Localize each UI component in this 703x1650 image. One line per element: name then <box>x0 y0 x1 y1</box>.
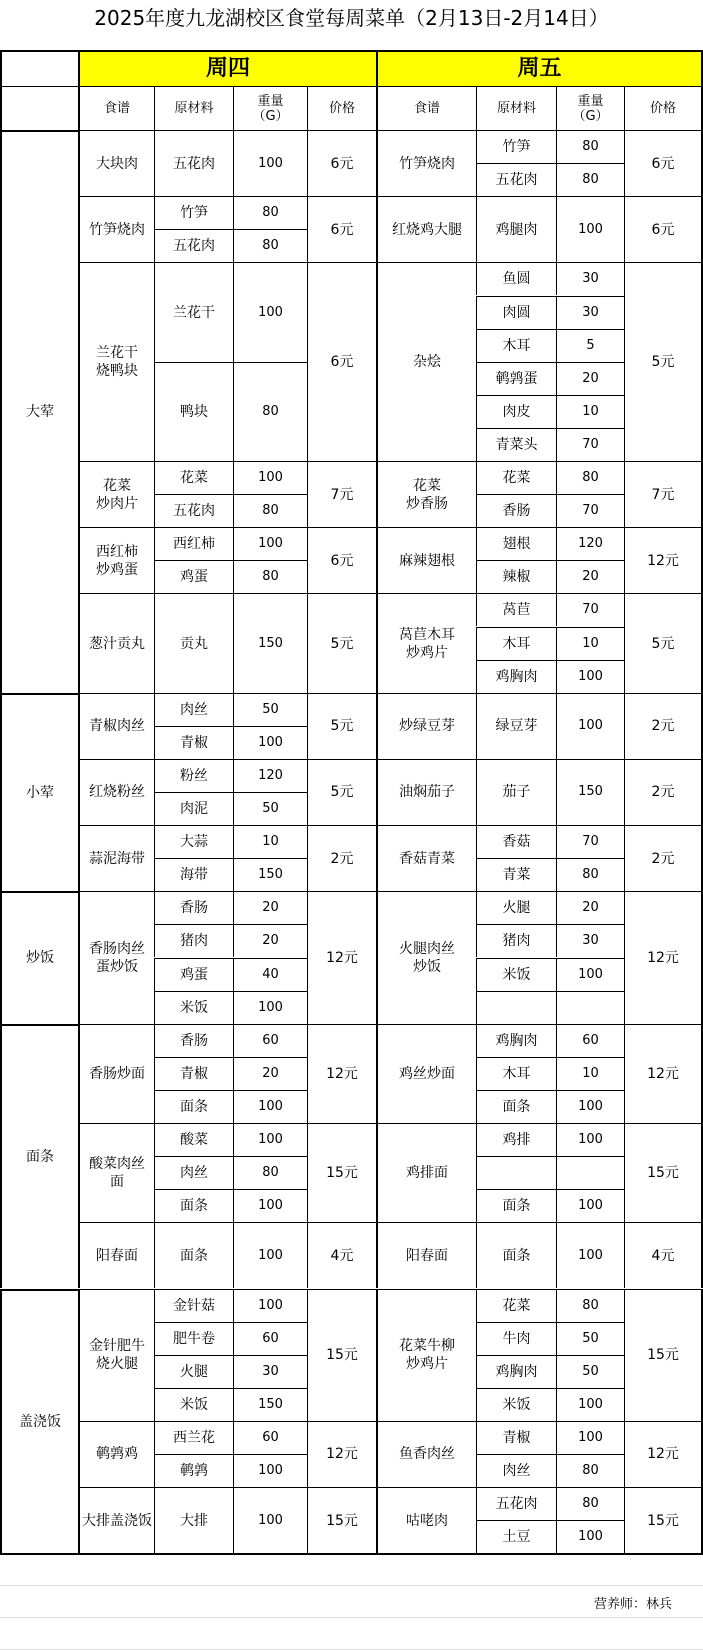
ingredient-name: 绿豆芽 <box>476 693 556 759</box>
ingredient-weight: 100 <box>233 1487 307 1553</box>
ingredient-name: 鸭块 <box>154 362 233 461</box>
ingredient-name: 鸡蛋 <box>154 958 233 991</box>
dish-price: 5元 <box>307 593 376 692</box>
dish-name: 阳春面 <box>376 1222 476 1288</box>
nutritionist-label: 营养师：林兵 <box>593 1597 672 1612</box>
ingredient-name: 大排 <box>154 1487 233 1553</box>
ingredient-name: 猪肉 <box>476 924 556 957</box>
ingredient-weight: 120 <box>556 527 624 560</box>
dish-price: 2元 <box>624 825 703 891</box>
dish-price: 12元 <box>624 1024 703 1123</box>
ingredient-weight: 100 <box>556 1222 624 1288</box>
ingredient-name: 鸡蛋 <box>154 560 233 593</box>
category-cell: 炒饭 <box>0 891 78 1023</box>
ingredient-name: 粉丝 <box>154 759 233 792</box>
ingredient-weight: 80 <box>556 461 624 494</box>
header-dish-thursday: 食谱 <box>78 86 154 130</box>
ingredient-weight: 50 <box>233 792 307 825</box>
page-title: 2025年度九龙湖校区食堂每周菜单（2月13日-2月14日） <box>94 6 609 30</box>
ingredient-name: 五花肉 <box>154 494 233 527</box>
ingredient-name: 面条 <box>154 1222 233 1288</box>
ingredient-name: 酸菜 <box>154 1123 233 1156</box>
ingredient-name: 青椒 <box>476 1421 556 1454</box>
dish-name: 鹌鹑鸡 <box>78 1421 154 1487</box>
ingredient-name: 大蒜 <box>154 825 233 858</box>
header-price-thursday: 价格 <box>307 86 376 130</box>
dish-name: 花菜 炒香肠 <box>376 461 476 527</box>
ingredient-name: 面条 <box>476 1090 556 1123</box>
ingredient-weight: 50 <box>556 1355 624 1388</box>
dish-price: 15元 <box>307 1123 376 1222</box>
ingredient-weight: 100 <box>556 693 624 759</box>
header-weight-thursday: 重量 （G） <box>233 86 307 130</box>
ingredient-weight: 100 <box>556 1388 624 1421</box>
ingredient-weight: 20 <box>233 891 307 924</box>
ingredient-weight: 80 <box>556 130 624 163</box>
day-header-thursday: 周四 <box>78 50 376 86</box>
ingredient-name: 香菇 <box>476 825 556 858</box>
dish-name: 西红柿 炒鸡蛋 <box>78 527 154 593</box>
dish-price: 6元 <box>307 262 376 461</box>
ingredient-name: 面条 <box>154 1090 233 1123</box>
ingredient-name: 花菜 <box>154 461 233 494</box>
ingredient-weight: 150 <box>233 858 307 891</box>
ingredient-name: 青椒 <box>154 726 233 759</box>
ingredient-name: 竹笋 <box>476 130 556 163</box>
dish-name: 鸡排面 <box>376 1123 476 1222</box>
sheet-gridline <box>0 1585 703 1586</box>
dish-name: 杂烩 <box>376 262 476 461</box>
ingredient-weight: 80 <box>233 1156 307 1189</box>
dish-name: 鱼香肉丝 <box>376 1421 476 1487</box>
dish-name: 红烧鸡大腿 <box>376 196 476 262</box>
ingredient-weight: 100 <box>556 1520 624 1553</box>
ingredient-name: 鹌鹑蛋 <box>476 362 556 395</box>
dish-price: 15元 <box>307 1487 376 1553</box>
corner-cell <box>0 50 78 86</box>
ingredient-name: 肥牛卷 <box>154 1322 233 1355</box>
dish-price: 6元 <box>307 130 376 196</box>
dish-price: 2元 <box>624 759 703 825</box>
ingredient-weight <box>556 1156 624 1189</box>
ingredient-weight: 80 <box>233 560 307 593</box>
ingredient-weight: 10 <box>556 627 624 660</box>
dish-name: 花菜牛柳 炒鸡片 <box>376 1289 476 1421</box>
ingredient-weight: 80 <box>556 1487 624 1520</box>
dish-name: 咕咾肉 <box>376 1487 476 1553</box>
ingredient-name: 辣椒 <box>476 560 556 593</box>
ingredient-name: 牛肉 <box>476 1322 556 1355</box>
ingredient-weight: 5 <box>556 329 624 362</box>
ingredient-weight: 150 <box>556 759 624 825</box>
ingredient-weight: 100 <box>556 1421 624 1454</box>
ingredient-weight: 100 <box>556 1123 624 1156</box>
ingredient-weight: 20 <box>233 924 307 957</box>
ingredient-weight: 10 <box>556 1057 624 1090</box>
ingredient-name <box>476 991 556 1024</box>
ingredient-weight: 20 <box>556 560 624 593</box>
ingredient-weight <box>556 991 624 1024</box>
ingredient-name: 肉泥 <box>154 792 233 825</box>
ingredient-weight: 60 <box>233 1322 307 1355</box>
ingredient-weight: 100 <box>556 660 624 693</box>
dish-price: 2元 <box>307 825 376 891</box>
ingredient-name: 肉皮 <box>476 395 556 428</box>
ingredient-name: 青椒 <box>154 1057 233 1090</box>
ingredient-name: 翅根 <box>476 527 556 560</box>
ingredient-weight: 20 <box>233 1057 307 1090</box>
ingredient-weight: 30 <box>556 924 624 957</box>
ingredient-weight: 100 <box>233 461 307 494</box>
dish-price: 15元 <box>624 1487 703 1553</box>
ingredient-weight: 30 <box>556 262 624 295</box>
dish-price: 12元 <box>307 1024 376 1123</box>
sheet-gridline <box>0 1617 703 1618</box>
ingredient-weight: 80 <box>233 362 307 461</box>
ingredient-name: 兰花干 <box>154 262 233 361</box>
ingredient-name: 米饭 <box>154 991 233 1024</box>
ingredient-weight: 60 <box>556 1024 624 1057</box>
ingredient-weight: 80 <box>233 196 307 229</box>
ingredient-name: 西兰花 <box>154 1421 233 1454</box>
ingredient-weight: 50 <box>233 693 307 726</box>
dish-price: 6元 <box>307 196 376 262</box>
dish-name: 花菜 炒肉片 <box>78 461 154 527</box>
ingredient-weight: 150 <box>233 1388 307 1421</box>
ingredient-name: 鸡胸肉 <box>476 1355 556 1388</box>
ingredient-name: 香肠 <box>154 891 233 924</box>
dish-price: 15元 <box>624 1289 703 1421</box>
ingredient-weight: 100 <box>233 262 307 361</box>
dish-name: 竹笋烧肉 <box>78 196 154 262</box>
dish-name: 葱汁贡丸 <box>78 593 154 692</box>
dish-name: 大排盖浇饭 <box>78 1487 154 1553</box>
ingredient-name: 五花肉 <box>154 229 233 262</box>
ingredient-name: 面条 <box>476 1189 556 1222</box>
dish-price: 12元 <box>624 1421 703 1487</box>
dish-price: 4元 <box>307 1222 376 1288</box>
ingredient-name: 贡丸 <box>154 593 233 692</box>
ingredient-name: 鹌鹑 <box>154 1454 233 1487</box>
ingredient-weight: 80 <box>233 494 307 527</box>
ingredient-name: 木耳 <box>476 1057 556 1090</box>
ingredient-weight: 80 <box>556 163 624 196</box>
dish-name: 金针肥牛 烧火腿 <box>78 1289 154 1421</box>
dish-price: 4元 <box>624 1222 703 1288</box>
ingredient-name: 面条 <box>476 1222 556 1288</box>
ingredient-name: 鸡腿肉 <box>476 196 556 262</box>
dish-name: 香肠炒面 <box>78 1024 154 1123</box>
ingredient-weight: 100 <box>233 1289 307 1322</box>
dish-name: 香肠肉丝 蛋炒饭 <box>78 891 154 1023</box>
header-price-friday: 价格 <box>624 86 703 130</box>
dish-name: 火腿肉丝 炒饭 <box>376 891 476 1023</box>
category-cell: 盖浇饭 <box>0 1289 78 1554</box>
ingredient-weight: 80 <box>556 1454 624 1487</box>
ingredient-weight: 40 <box>233 958 307 991</box>
header-dish-friday: 食谱 <box>376 86 476 130</box>
dish-price: 5元 <box>307 693 376 759</box>
ingredient-name: 五花肉 <box>476 163 556 196</box>
ingredient-name: 金针菇 <box>154 1289 233 1322</box>
header-weight-friday: 重量 （G） <box>556 86 624 130</box>
header-ingredient-friday: 原材料 <box>476 86 556 130</box>
dish-price: 6元 <box>624 130 703 196</box>
dish-price: 6元 <box>624 196 703 262</box>
ingredient-name: 米饭 <box>154 1388 233 1421</box>
ingredient-name: 木耳 <box>476 627 556 660</box>
ingredient-name: 茄子 <box>476 759 556 825</box>
ingredient-weight: 100 <box>233 726 307 759</box>
dish-name: 红烧粉丝 <box>78 759 154 825</box>
dish-price: 5元 <box>624 593 703 692</box>
dish-name: 大块肉 <box>78 130 154 196</box>
category-cell: 小荤 <box>0 693 78 892</box>
ingredient-weight: 70 <box>556 428 624 461</box>
ingredient-name: 莴苣 <box>476 593 556 626</box>
ingredient-weight: 20 <box>556 362 624 395</box>
dish-name: 莴苣木耳 炒鸡片 <box>376 593 476 692</box>
ingredient-name: 香肠 <box>476 494 556 527</box>
ingredient-name: 米饭 <box>476 958 556 991</box>
ingredient-name: 肉圆 <box>476 296 556 329</box>
ingredient-name: 木耳 <box>476 329 556 362</box>
ingredient-name: 五花肉 <box>154 130 233 196</box>
dish-price: 2元 <box>624 693 703 759</box>
ingredient-name: 土豆 <box>476 1520 556 1553</box>
ingredient-name: 肉丝 <box>476 1454 556 1487</box>
header-blank <box>0 86 78 130</box>
ingredient-name: 鸡胸肉 <box>476 660 556 693</box>
ingredient-name: 竹笋 <box>154 196 233 229</box>
category-cell: 面条 <box>0 1024 78 1289</box>
ingredient-weight: 30 <box>556 296 624 329</box>
dish-price: 7元 <box>307 461 376 527</box>
dish-price: 5元 <box>624 262 703 461</box>
header-ingredient-thursday: 原材料 <box>154 86 233 130</box>
ingredient-weight: 10 <box>556 395 624 428</box>
ingredient-weight: 100 <box>233 1090 307 1123</box>
dish-price: 5元 <box>307 759 376 825</box>
ingredient-weight: 70 <box>556 825 624 858</box>
ingredient-weight: 70 <box>556 494 624 527</box>
dish-price: 12元 <box>624 891 703 1023</box>
ingredient-name: 五花肉 <box>476 1487 556 1520</box>
ingredient-weight: 80 <box>556 1289 624 1322</box>
ingredient-weight: 100 <box>233 527 307 560</box>
dish-name: 酸菜肉丝 面 <box>78 1123 154 1222</box>
dish-price: 12元 <box>307 891 376 1023</box>
ingredient-weight: 100 <box>233 130 307 196</box>
dish-name: 炒绿豆芽 <box>376 693 476 759</box>
dish-name: 麻辣翅根 <box>376 527 476 593</box>
ingredient-name: 花菜 <box>476 1289 556 1322</box>
dish-name: 油焖茄子 <box>376 759 476 825</box>
ingredient-weight: 100 <box>556 196 624 262</box>
dish-price: 15元 <box>624 1123 703 1222</box>
ingredient-name: 花菜 <box>476 461 556 494</box>
ingredient-weight: 30 <box>233 1355 307 1388</box>
ingredient-weight: 20 <box>556 891 624 924</box>
dish-name: 阳春面 <box>78 1222 154 1288</box>
ingredient-weight: 100 <box>233 1189 307 1222</box>
ingredient-weight: 120 <box>233 759 307 792</box>
ingredient-weight: 10 <box>233 825 307 858</box>
dish-name: 兰花干 烧鸭块 <box>78 262 154 461</box>
ingredient-weight: 100 <box>556 1189 624 1222</box>
ingredient-weight: 100 <box>556 1090 624 1123</box>
ingredient-weight: 50 <box>556 1322 624 1355</box>
ingredient-weight: 80 <box>233 229 307 262</box>
dish-price: 12元 <box>624 527 703 593</box>
ingredient-name: 火腿 <box>154 1355 233 1388</box>
ingredient-name: 鸡排 <box>476 1123 556 1156</box>
ingredient-name: 火腿 <box>476 891 556 924</box>
ingredient-name <box>476 1156 556 1189</box>
ingredient-weight: 100 <box>233 991 307 1024</box>
ingredient-weight: 60 <box>233 1024 307 1057</box>
ingredient-weight: 100 <box>233 1454 307 1487</box>
ingredient-weight: 100 <box>233 1123 307 1156</box>
category-cell: 大荤 <box>0 130 78 693</box>
ingredient-weight: 100 <box>233 1222 307 1288</box>
ingredient-name: 西红柿 <box>154 527 233 560</box>
ingredient-name: 面条 <box>154 1189 233 1222</box>
dish-price: 15元 <box>307 1289 376 1421</box>
dish-price: 6元 <box>307 527 376 593</box>
ingredient-name: 肉丝 <box>154 1156 233 1189</box>
ingredient-weight: 80 <box>556 858 624 891</box>
dish-name: 香菇青菜 <box>376 825 476 891</box>
ingredient-name: 香肠 <box>154 1024 233 1057</box>
day-header-friday: 周五 <box>376 50 703 86</box>
ingredient-name: 鱼圆 <box>476 262 556 295</box>
ingredient-name: 鸡胸肉 <box>476 1024 556 1057</box>
dish-name: 蒜泥海带 <box>78 825 154 891</box>
dish-name: 竹笋烧肉 <box>376 130 476 196</box>
ingredient-name: 猪肉 <box>154 924 233 957</box>
ingredient-name: 青菜头 <box>476 428 556 461</box>
ingredient-weight: 70 <box>556 593 624 626</box>
ingredient-name: 海带 <box>154 858 233 891</box>
ingredient-name: 青菜 <box>476 858 556 891</box>
dish-price: 12元 <box>307 1421 376 1487</box>
dish-name: 鸡丝炒面 <box>376 1024 476 1123</box>
ingredient-name: 米饭 <box>476 1388 556 1421</box>
dish-price: 7元 <box>624 461 703 527</box>
ingredient-weight: 150 <box>233 593 307 692</box>
ingredient-name: 肉丝 <box>154 693 233 726</box>
ingredient-weight: 100 <box>556 958 624 991</box>
table-bottom-border <box>0 1553 703 1555</box>
dish-name: 青椒肉丝 <box>78 693 154 759</box>
ingredient-weight: 60 <box>233 1421 307 1454</box>
